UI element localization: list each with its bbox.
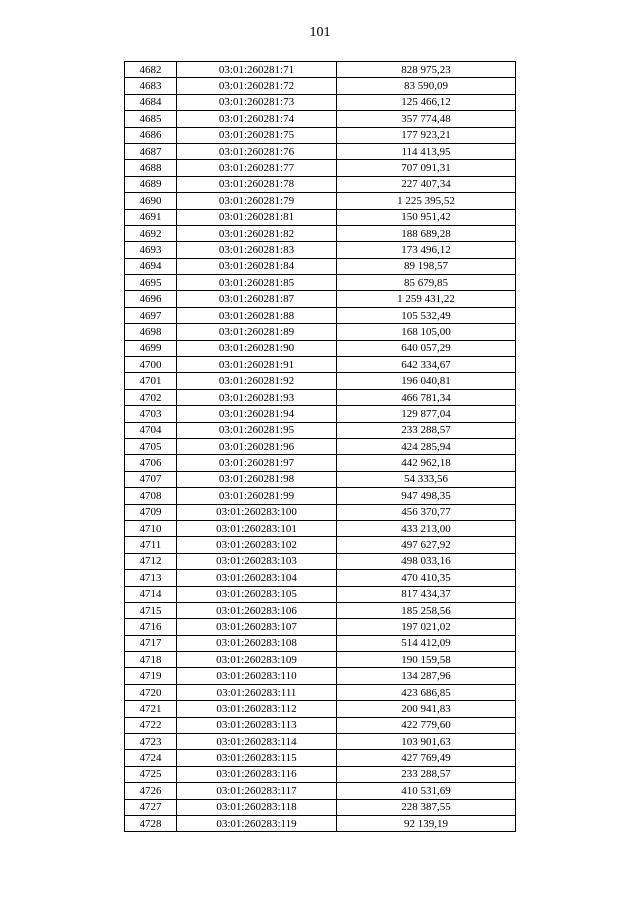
row-number-cell: 4699 <box>125 340 177 356</box>
row-number-cell: 4717 <box>125 635 177 651</box>
table-row <box>125 242 516 258</box>
row-number-cell: 4686 <box>125 127 177 143</box>
cadastral-value-cell: 423 686,85 <box>337 684 516 700</box>
row-number-cell: 4697 <box>125 307 177 323</box>
cadastral-number-cell: 03:01:260281:83 <box>177 242 337 258</box>
table-row <box>125 570 516 586</box>
cadastral-value-cell: 642 334,67 <box>337 357 516 373</box>
cadastral-number-cell: 03:01:260281:84 <box>177 258 337 274</box>
cadastral-number-cell: 03:01:260283:105 <box>177 586 337 602</box>
cadastral-value-cell: 1 259 431,22 <box>337 291 516 307</box>
row-number-cell: 4707 <box>125 471 177 487</box>
table-row <box>125 684 516 700</box>
cadastral-value-cell: 828 975,23 <box>337 62 516 78</box>
table-row <box>125 340 516 356</box>
row-number-cell: 4703 <box>125 406 177 422</box>
cadastral-value-cell: 470 410,35 <box>337 570 516 586</box>
cadastral-value-cell: 185 258,56 <box>337 602 516 618</box>
row-number-cell: 4722 <box>125 717 177 733</box>
table-row <box>125 373 516 389</box>
table-row <box>125 701 516 717</box>
row-number-cell: 4725 <box>125 766 177 782</box>
row-number-cell: 4702 <box>125 389 177 405</box>
row-number-cell: 4689 <box>125 176 177 192</box>
cadastral-value-cell: 410 531,69 <box>337 783 516 799</box>
table-body <box>125 62 516 832</box>
cadastral-value-cell: 83 590,09 <box>337 78 516 94</box>
table-row <box>125 717 516 733</box>
row-number-cell: 4692 <box>125 225 177 241</box>
cadastral-value-cell: 456 370,77 <box>337 504 516 520</box>
table-row <box>125 455 516 471</box>
table-row <box>125 357 516 373</box>
cadastral-value-cell: 817 434,37 <box>337 586 516 602</box>
cadastral-value-cell: 54 333,56 <box>337 471 516 487</box>
cadastral-value-cell: 640 057,29 <box>337 340 516 356</box>
cadastral-number-cell: 03:01:260283:117 <box>177 783 337 799</box>
row-number-cell: 4684 <box>125 94 177 110</box>
cadastral-value-cell: 514 412,09 <box>337 635 516 651</box>
cadastral-value-cell: 125 466,12 <box>337 94 516 110</box>
cadastral-value-cell: 228 387,55 <box>337 799 516 815</box>
cadastral-number-cell: 03:01:260281:76 <box>177 143 337 159</box>
table-row <box>125 275 516 291</box>
cadastral-number-cell: 03:01:260283:110 <box>177 668 337 684</box>
row-number-cell: 4683 <box>125 78 177 94</box>
cadastral-number-cell: 03:01:260283:115 <box>177 750 337 766</box>
row-number-cell: 4708 <box>125 488 177 504</box>
cadastral-number-cell: 03:01:260281:87 <box>177 291 337 307</box>
table-row <box>125 209 516 225</box>
cadastral-number-cell: 03:01:260281:82 <box>177 225 337 241</box>
row-number-cell: 4682 <box>125 62 177 78</box>
cadastral-value-cell: 190 159,58 <box>337 652 516 668</box>
cadastral-value-cell: 233 288,57 <box>337 422 516 438</box>
cadastral-number-cell: 03:01:260283:101 <box>177 520 337 536</box>
row-number-cell: 4723 <box>125 734 177 750</box>
cadastral-value-cell: 177 923,21 <box>337 127 516 143</box>
table-row <box>125 652 516 668</box>
cadastral-number-cell: 03:01:260283:111 <box>177 684 337 700</box>
row-number-cell: 4693 <box>125 242 177 258</box>
table-row <box>125 619 516 635</box>
cadastral-number-cell: 03:01:260281:71 <box>177 62 337 78</box>
cadastral-number-cell: 03:01:260281:94 <box>177 406 337 422</box>
cadastral-number-cell: 03:01:260281:88 <box>177 307 337 323</box>
table-row <box>125 668 516 684</box>
cadastral-value-cell: 357 774,48 <box>337 111 516 127</box>
cadastral-value-cell: 105 532,49 <box>337 307 516 323</box>
cadastral-number-cell: 03:01:260283:108 <box>177 635 337 651</box>
cadastral-value-cell: 200 941,83 <box>337 701 516 717</box>
table-row <box>125 488 516 504</box>
cadastral-number-cell: 03:01:260281:98 <box>177 471 337 487</box>
cadastral-value-cell: 424 285,94 <box>337 438 516 454</box>
cadastral-number-cell: 03:01:260283:106 <box>177 602 337 618</box>
table-row <box>125 783 516 799</box>
row-number-cell: 4694 <box>125 258 177 274</box>
cadastral-value-cell: 498 033,16 <box>337 553 516 569</box>
row-number-cell: 4710 <box>125 520 177 536</box>
table-row <box>125 291 516 307</box>
cadastral-number-cell: 03:01:260283:103 <box>177 553 337 569</box>
cadastral-value-cell: 188 689,28 <box>337 225 516 241</box>
cadastral-value-cell: 89 198,57 <box>337 258 516 274</box>
table-row <box>125 586 516 602</box>
cadastral-value-cell: 173 496,12 <box>337 242 516 258</box>
table-row <box>125 734 516 750</box>
row-number-cell: 4720 <box>125 684 177 700</box>
table-row <box>125 225 516 241</box>
row-number-cell: 4726 <box>125 783 177 799</box>
cadastral-number-cell: 03:01:260281:72 <box>177 78 337 94</box>
table-row <box>125 520 516 536</box>
cadastral-value-cell: 103 901,63 <box>337 734 516 750</box>
table-row <box>125 750 516 766</box>
table-row <box>125 537 516 553</box>
table-row <box>125 94 516 110</box>
row-number-cell: 4687 <box>125 143 177 159</box>
cadastral-number-cell: 03:01:260281:96 <box>177 438 337 454</box>
table-row <box>125 766 516 782</box>
table-row <box>125 389 516 405</box>
row-number-cell: 4719 <box>125 668 177 684</box>
cadastral-value-cell: 707 091,31 <box>337 160 516 176</box>
cadastral-number-cell: 03:01:260281:75 <box>177 127 337 143</box>
cadastral-value-cell: 150 951,42 <box>337 209 516 225</box>
row-number-cell: 4712 <box>125 553 177 569</box>
cadastral-number-cell: 03:01:260281:90 <box>177 340 337 356</box>
cadastral-number-cell: 03:01:260283:104 <box>177 570 337 586</box>
cadastral-number-cell: 03:01:260281:89 <box>177 324 337 340</box>
table-row <box>125 127 516 143</box>
cadastral-number-cell: 03:01:260283:102 <box>177 537 337 553</box>
cadastral-number-cell: 03:01:260281:95 <box>177 422 337 438</box>
table-row <box>125 422 516 438</box>
table-row <box>125 258 516 274</box>
cadastral-value-cell: 427 769,49 <box>337 750 516 766</box>
row-number-cell: 4706 <box>125 455 177 471</box>
row-number-cell: 4690 <box>125 193 177 209</box>
row-number-cell: 4714 <box>125 586 177 602</box>
cadastral-value-cell: 85 679,85 <box>337 275 516 291</box>
cadastral-value-cell: 433 213,00 <box>337 520 516 536</box>
row-number-cell: 4685 <box>125 111 177 127</box>
row-number-cell: 4701 <box>125 373 177 389</box>
table-row <box>125 471 516 487</box>
cadastral-number-cell: 03:01:260281:91 <box>177 357 337 373</box>
cadastral-value-cell: 129 877,04 <box>337 406 516 422</box>
cadastral-number-cell: 03:01:260281:73 <box>177 94 337 110</box>
cadastral-number-cell: 03:01:260283:100 <box>177 504 337 520</box>
row-number-cell: 4728 <box>125 815 177 831</box>
row-number-cell: 4718 <box>125 652 177 668</box>
cadastral-number-cell: 03:01:260281:81 <box>177 209 337 225</box>
row-number-cell: 4705 <box>125 438 177 454</box>
table-row <box>125 799 516 815</box>
row-number-cell: 4727 <box>125 799 177 815</box>
cadastral-value-cell: 114 413,95 <box>337 143 516 159</box>
table-row <box>125 324 516 340</box>
cadastral-value-cell: 422 779,60 <box>337 717 516 733</box>
cadastral-value-cell: 168 105,00 <box>337 324 516 340</box>
row-number-cell: 4713 <box>125 570 177 586</box>
cadastral-number-cell: 03:01:260283:107 <box>177 619 337 635</box>
row-number-cell: 4688 <box>125 160 177 176</box>
row-number-cell: 4721 <box>125 701 177 717</box>
table-row <box>125 193 516 209</box>
cadastral-value-table <box>124 61 516 832</box>
cadastral-number-cell: 03:01:260283:112 <box>177 701 337 717</box>
cadastral-number-cell: 03:01:260281:92 <box>177 373 337 389</box>
cadastral-value-cell: 197 021,02 <box>337 619 516 635</box>
table-row <box>125 143 516 159</box>
cadastral-number-cell: 03:01:260281:99 <box>177 488 337 504</box>
cadastral-number-cell: 03:01:260281:85 <box>177 275 337 291</box>
cadastral-value-cell: 92 139,19 <box>337 815 516 831</box>
table-row <box>125 815 516 831</box>
cadastral-value-cell: 233 288,57 <box>337 766 516 782</box>
cadastral-value-cell: 466 781,34 <box>337 389 516 405</box>
row-number-cell: 4691 <box>125 209 177 225</box>
cadastral-number-cell: 03:01:260281:93 <box>177 389 337 405</box>
cadastral-value-cell: 1 225 395,52 <box>337 193 516 209</box>
row-number-cell: 4724 <box>125 750 177 766</box>
row-number-cell: 4711 <box>125 537 177 553</box>
table-row <box>125 438 516 454</box>
cadastral-number-cell: 03:01:260283:114 <box>177 734 337 750</box>
table-row <box>125 307 516 323</box>
row-number-cell: 4709 <box>125 504 177 520</box>
cadastral-value-cell: 947 498,35 <box>337 488 516 504</box>
cadastral-number-cell: 03:01:260283:119 <box>177 815 337 831</box>
cadastral-number-cell: 03:01:260281:78 <box>177 176 337 192</box>
cadastral-number-cell: 03:01:260283:109 <box>177 652 337 668</box>
row-number-cell: 4716 <box>125 619 177 635</box>
table-row <box>125 602 516 618</box>
cadastral-value-cell: 134 287,96 <box>337 668 516 684</box>
table-row <box>125 160 516 176</box>
table-row <box>125 62 516 78</box>
cadastral-value-cell: 497 627,92 <box>337 537 516 553</box>
cadastral-number-cell: 03:01:260281:79 <box>177 193 337 209</box>
cadastral-value-cell: 196 040,81 <box>337 373 516 389</box>
table-row <box>125 111 516 127</box>
row-number-cell: 4695 <box>125 275 177 291</box>
table-row <box>125 635 516 651</box>
table-row <box>125 553 516 569</box>
cadastral-number-cell: 03:01:260283:116 <box>177 766 337 782</box>
table-row <box>125 406 516 422</box>
page-number: 101 <box>309 25 331 40</box>
cadastral-number-cell: 03:01:260283:113 <box>177 717 337 733</box>
row-number-cell: 4700 <box>125 357 177 373</box>
table-row <box>125 176 516 192</box>
row-number-cell: 4698 <box>125 324 177 340</box>
cadastral-number-cell: 03:01:260281:74 <box>177 111 337 127</box>
cadastral-number-cell: 03:01:260281:77 <box>177 160 337 176</box>
cadastral-number-cell: 03:01:260283:118 <box>177 799 337 815</box>
table-row <box>125 78 516 94</box>
row-number-cell: 4715 <box>125 602 177 618</box>
row-number-cell: 4704 <box>125 422 177 438</box>
table-row <box>125 504 516 520</box>
cadastral-number-cell: 03:01:260281:97 <box>177 455 337 471</box>
cadastral-value-cell: 442 962,18 <box>337 455 516 471</box>
row-number-cell: 4696 <box>125 291 177 307</box>
cadastral-value-cell: 227 407,34 <box>337 176 516 192</box>
